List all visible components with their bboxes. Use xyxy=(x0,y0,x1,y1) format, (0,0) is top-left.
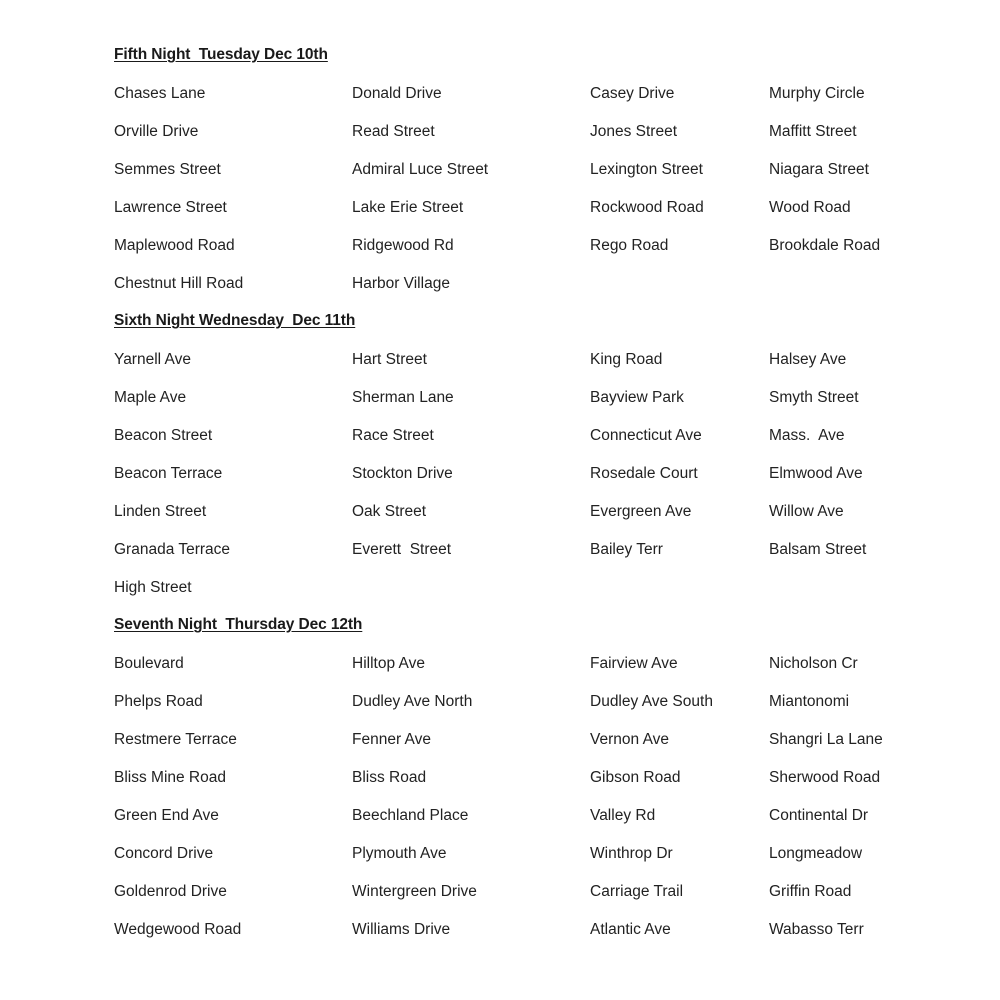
street-name: Restmere Terrace xyxy=(114,731,237,748)
street-row xyxy=(0,575,1000,613)
street-row xyxy=(0,271,1000,309)
street-name: Mass. Ave xyxy=(769,427,845,444)
street-row xyxy=(0,423,1000,461)
street-name: Harbor Village xyxy=(352,275,450,292)
street-name: Bailey Terr xyxy=(590,541,663,558)
street-name: Atlantic Ave xyxy=(590,921,671,938)
street-name: Green End Ave xyxy=(114,807,219,824)
street-row xyxy=(0,195,1000,233)
street-row xyxy=(0,689,1000,727)
section-heading: Fifth Night Tuesday Dec 10th xyxy=(114,46,328,63)
street-name: Sherman Lane xyxy=(352,389,454,406)
street-name: Dudley Ave South xyxy=(590,693,713,710)
street-name: Bayview Park xyxy=(590,389,684,406)
street-row xyxy=(0,651,1000,689)
street-name: Wood Road xyxy=(769,199,851,216)
section-heading-row xyxy=(0,309,1000,347)
section-heading: Sixth Night Wednesday Dec 11th xyxy=(114,312,356,329)
street-name: Yarnell Ave xyxy=(114,351,191,368)
street-name: Rego Road xyxy=(590,237,669,254)
street-name: Longmeadow xyxy=(769,845,863,862)
section-heading: Seventh Night Thursday Dec 12th xyxy=(114,616,363,633)
street-row xyxy=(0,765,1000,803)
street-name: Admiral Luce Street xyxy=(352,161,489,178)
street-name: Lexington Street xyxy=(590,161,703,178)
street-name: Hilltop Ave xyxy=(352,655,425,672)
street-row xyxy=(0,157,1000,195)
street-name: Casey Drive xyxy=(590,85,675,102)
street-name: Winthrop Dr xyxy=(590,845,673,862)
street-name: Lawrence Street xyxy=(114,199,227,216)
street-row xyxy=(0,841,1000,879)
street-row xyxy=(0,81,1000,119)
street-name: Linden Street xyxy=(114,503,207,520)
street-name: Shangri La Lane xyxy=(769,731,883,748)
street-name: Phelps Road xyxy=(114,693,203,710)
street-name: Fenner Ave xyxy=(352,731,431,748)
street-row xyxy=(0,347,1000,385)
street-name: Orville Drive xyxy=(114,123,199,140)
street-name: Wabasso Terr xyxy=(769,921,864,938)
street-name: Beechland Place xyxy=(352,807,469,824)
street-name: Miantonomi xyxy=(769,693,850,710)
street-name: Wedgewood Road xyxy=(114,921,242,938)
street-name: Balsam Street xyxy=(769,541,867,558)
street-row xyxy=(0,917,1000,955)
street-name: Chestnut Hill Road xyxy=(114,275,244,292)
street-name: High Street xyxy=(114,579,192,596)
street-name: Granada Terrace xyxy=(114,541,231,558)
street-name: Gibson Road xyxy=(590,769,681,786)
street-name: Maplewood Road xyxy=(114,237,235,254)
street-name: Bliss Mine Road xyxy=(114,769,226,786)
street-name: Hart Street xyxy=(352,351,427,368)
street-name: Williams Drive xyxy=(352,921,451,938)
street-name: Continental Dr xyxy=(769,807,869,824)
street-row xyxy=(0,385,1000,423)
street-row xyxy=(0,233,1000,271)
street-name: Halsey Ave xyxy=(769,351,847,368)
street-name: Concord Drive xyxy=(114,845,214,862)
street-name: Ridgewood Rd xyxy=(352,237,454,254)
street-name: Everett Street xyxy=(352,541,452,558)
street-name: Dudley Ave North xyxy=(352,693,473,710)
street-name: Beacon Street xyxy=(114,427,213,444)
street-name: Griffin Road xyxy=(769,883,852,900)
street-name: Beacon Terrace xyxy=(114,465,223,482)
street-name: Valley Rd xyxy=(590,807,656,824)
street-name: Boulevard xyxy=(114,655,184,672)
street-row xyxy=(0,537,1000,575)
street-name: Connecticut Ave xyxy=(590,427,702,444)
street-name: Chases Lane xyxy=(114,85,206,102)
street-name: Goldenrod Drive xyxy=(114,883,227,900)
street-name: Willow Ave xyxy=(769,503,844,520)
street-row xyxy=(0,119,1000,157)
street-name: Evergreen Ave xyxy=(590,503,692,520)
section-heading-row xyxy=(0,613,1000,651)
street-name: Bliss Road xyxy=(352,769,427,786)
street-name: Maffitt Street xyxy=(769,123,857,140)
street-name: Jones Street xyxy=(590,123,678,140)
street-name: Donald Drive xyxy=(352,85,442,102)
street-name: Elmwood Ave xyxy=(769,465,863,482)
street-name: Lake Erie Street xyxy=(352,199,464,216)
street-name: Fairview Ave xyxy=(590,655,678,672)
street-row xyxy=(0,727,1000,765)
street-row xyxy=(0,879,1000,917)
street-name: Race Street xyxy=(352,427,434,444)
street-name: Murphy Circle xyxy=(769,85,865,102)
street-name: Rockwood Road xyxy=(590,199,704,216)
street-name: Rosedale Court xyxy=(590,465,698,482)
street-name: Vernon Ave xyxy=(590,731,670,748)
street-name: Oak Street xyxy=(352,503,427,520)
street-name: Smyth Street xyxy=(769,389,859,406)
street-name: Wintergreen Drive xyxy=(352,883,477,900)
section-heading-row xyxy=(0,43,1000,81)
street-name: Semmes Street xyxy=(114,161,221,178)
street-name: King Road xyxy=(590,351,663,368)
street-name: Carriage Trail xyxy=(590,883,684,900)
street-name: Plymouth Ave xyxy=(352,845,447,862)
street-name: Brookdale Road xyxy=(769,237,881,254)
street-name: Niagara Street xyxy=(769,161,869,178)
street-name: Stockton Drive xyxy=(352,465,453,482)
street-name: Nicholson Cr xyxy=(769,655,858,672)
street-name: Maple Ave xyxy=(114,389,187,406)
street-row xyxy=(0,803,1000,841)
street-row xyxy=(0,461,1000,499)
street-name: Read Street xyxy=(352,123,435,140)
street-row xyxy=(0,499,1000,537)
street-name: Sherwood Road xyxy=(769,769,881,786)
